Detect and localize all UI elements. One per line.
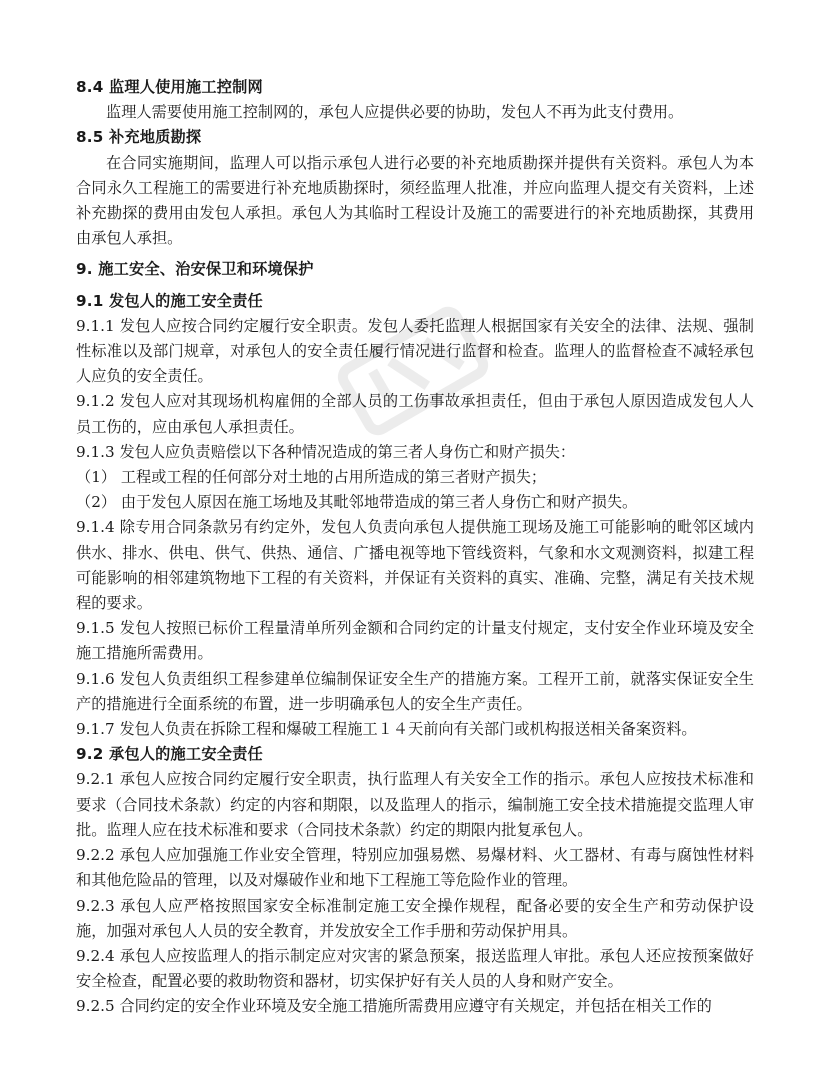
paragraph: （2） 由于发包人原因在施工场地及其毗邻地带造成的第三者人身伤亡和财产损失。: [76, 493, 638, 512]
paragraph: 9.1.6 发包人负责组织工程参建单位编制保证安全生产的措施方案。工程开工前，就落实保证安全生产的措施进行全面系统的布置，进一步明确承包人的安全生产责任。: [76, 669, 754, 713]
paragraph: 9.1.1 发包人应按合同约定履行安全职责。发包人委托监理人根据国家有关安全的法律、法规、强制性标准以及部门规章，对承包人的安全责任履行情况进行监督和检查。监理人的监督检查不减轻承包人应负的安全责任。: [76, 316, 754, 386]
document-page: [76, 75, 754, 1020]
paragraph: 监理人需要使用施工控制网的，承包人应提供必要的协助，发包人不再为此支付费用。: [106, 103, 684, 122]
section-heading: 8.5 补充地质勘探: [76, 128, 202, 147]
paragraph: 9.1.7 发包人负责在拆除工程和爆破工程施工１４天前向有关部门或机构报送相关备案资料。: [76, 720, 697, 739]
section-heading: 8.4 监理人使用施工控制网: [76, 78, 263, 96]
paragraph: （1） 工程或工程的任何部分对土地的占用所造成的第三者财产损失；: [76, 468, 547, 487]
paragraph: 9.1.5 发包人按照已标价工程量清单所列金额和合同约定的计量支付规定，支付安全作业环境及安全施工措施所需费用。: [76, 619, 754, 663]
paragraph: 9.1.3 发包人应负责赔偿以下各种情况造成的第三者人身伤亡和财产损失：: [76, 442, 576, 461]
paragraph: 9.2.1 承包人应按合同约定履行安全职责，执行监理人有关安全工作的指示。承包人应按技术标准和要求（合同技术条款）约定的内容和期限，以及监理人的指示，编制施工安全技术措施提交监理人审批。监理人应在技术标准和要求（合同技术条款）约定的期限内批复承包人。: [76, 770, 754, 839]
paragraph: 9.2.5 合同约定的安全作业环境及安全施工措施所需费用应遵守有关规定，并包括在相关工作的: [76, 997, 712, 1016]
paragraph: 9.1.4 除专用合同条款另有约定外，发包人负责向承包人提供施工现场及施工可能影响的毗邻区域内供水、排水、供电、供气、供热、通信、广播电视等地下管线资料，气象和水文观测资料，拟建工程可能影响的相邻建筑物地下工程的有关资料，并保证有关资料的真实、准确、完整，满足有关技术规程的要求。: [76, 518, 754, 613]
paragraph: 9.2.4 承包人应按监理人的指示制定应对灾害的紧急预案，报送监理人审批。承包人还应按预案做好安全检查，配置必要的救助物资和器材，切实保护好有关人员的人身和财产安全。: [76, 946, 754, 991]
paragraph: 9.2.3 承包人应严格按照国家安全标准制定施工安全操作规程，配备必要的安全生产和劳动保护设施，加强对承包人人员的安全教育，并发放安全工作手册和劳动保护用具。: [76, 896, 754, 940]
section-heading: 9.1 发包人的施工安全责任: [76, 291, 263, 310]
paragraph: 在合同实施期间，监理人可以指示承包人进行必要的补充地质勘探并提供有关资料。承包人为本合同永久工程施工的需要进行补充地质勘探时，须经监理人批准，并应向监理人提交有关资料，上述补充勘探的费用由发包人承担。承包人为其临时工程设计及施工的需要进行的补充地质勘探，其费用由承包人承担。: [76, 153, 754, 248]
section-heading: 9. 施工安全、治安保卫和环境保护: [76, 260, 314, 279]
paragraph: 9.1.2 发包人应对其现场机构雇佣的全部人员的工伤事故承担责任，但由于承包人原因造成发包人人员工伤的，应由承包人承担责任。: [76, 392, 754, 436]
section-heading: 9.2 承包人的施工安全责任: [76, 745, 263, 764]
paragraph: 9.2.2 承包人应加强施工作业安全管理，特别应加强易燃、易爆材料、火工器材、有毒与腐蚀性材料和其他危险品的管理，以及对爆破作业和地下工程施工等危险作业的管理。: [76, 846, 754, 890]
